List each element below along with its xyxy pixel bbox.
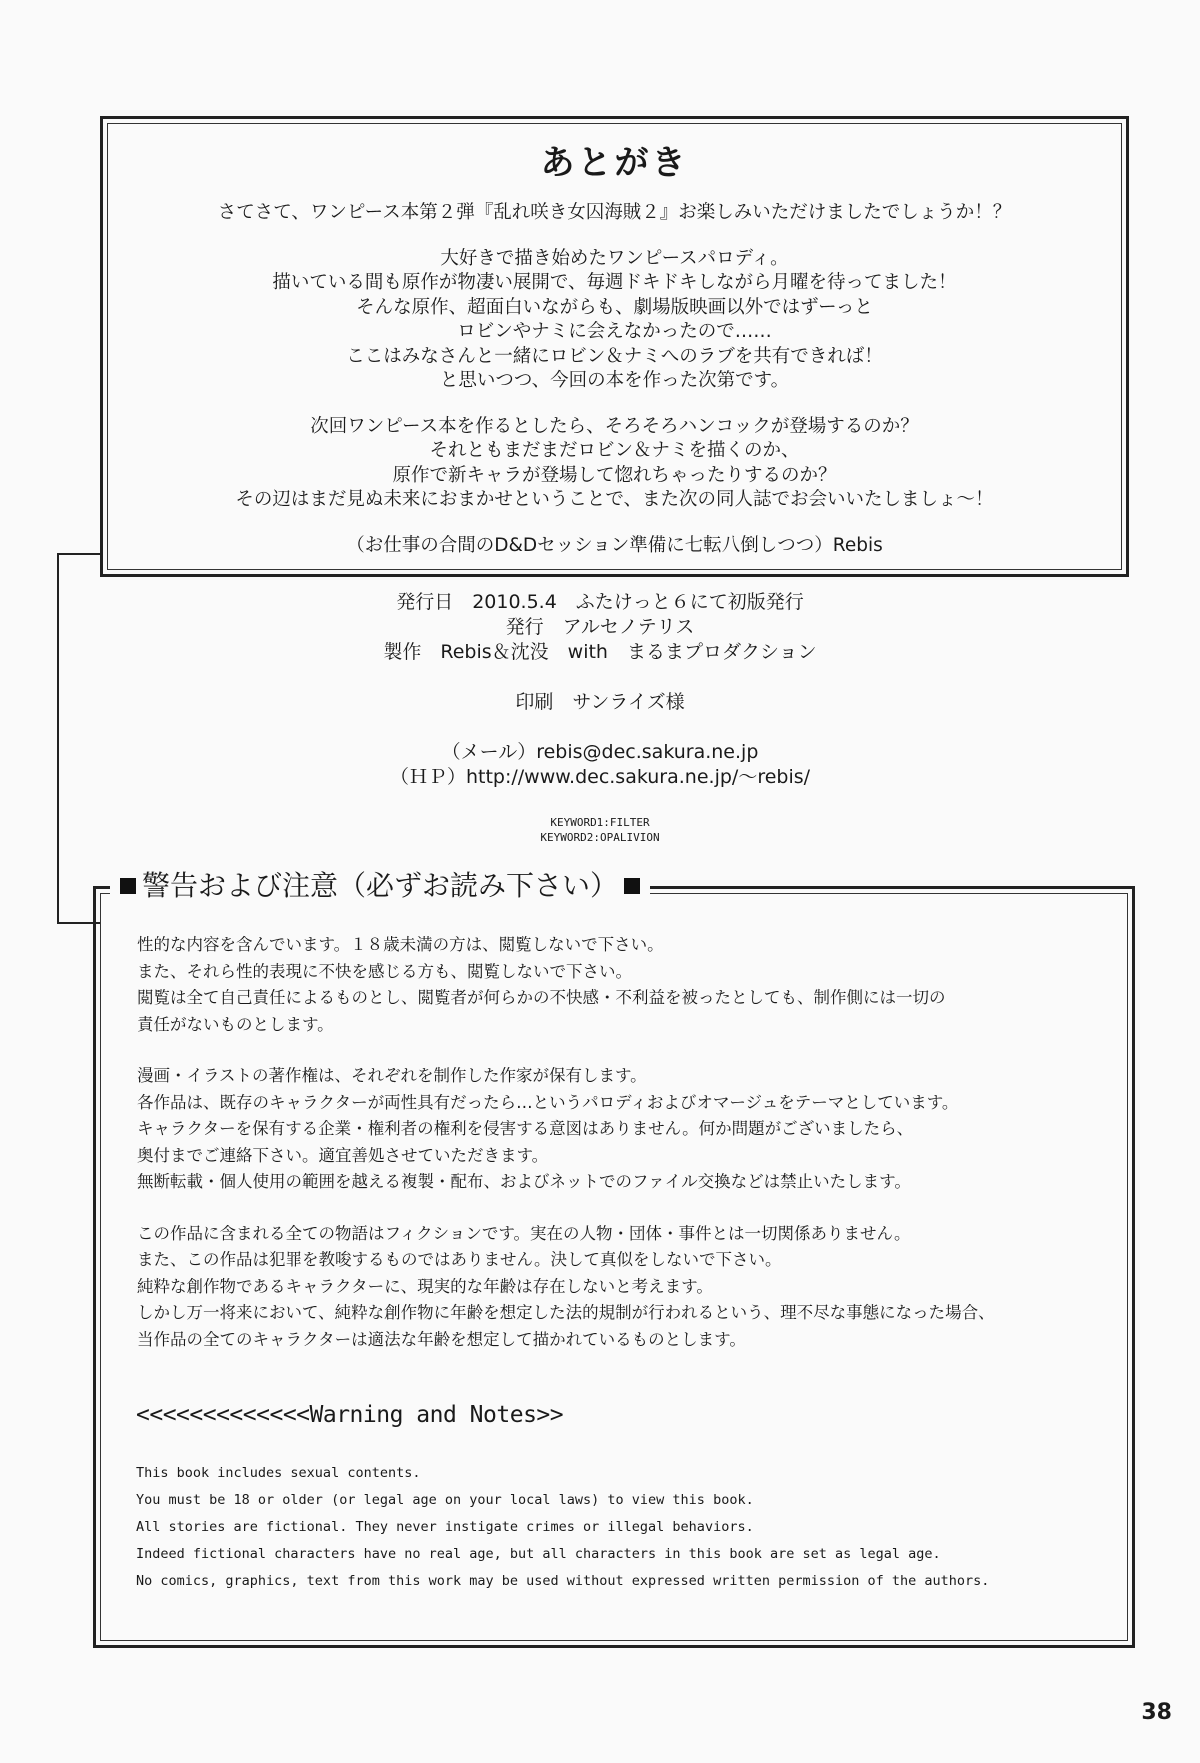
afterword-paragraph bbox=[103, 247, 1126, 394]
afterword-paragraph bbox=[103, 201, 1126, 226]
english-warning-line: All stories are fictional. They never instigate crimes or illegal behaviors. bbox=[136, 1519, 754, 1535]
afterword-box bbox=[100, 116, 1129, 577]
printing-block bbox=[0, 690, 1200, 715]
warning-paragraph bbox=[137, 1221, 1097, 1354]
afterword-line: それともまだまだロビン＆ナミを描くのか、 bbox=[429, 440, 800, 461]
warning-paragraph bbox=[137, 932, 1097, 1038]
english-warning-line: Indeed fictional characters have no real age, but all characters in this book are set as legal age. bbox=[136, 1546, 941, 1562]
warning-line: 無断転載・個人使用の範囲を越える複製・配布、およびネットでのファイル交換などは禁止いたします。 bbox=[137, 1172, 911, 1191]
issue-date: 発行日 2010.5.4 ふたけっと６にて初版発行 bbox=[396, 591, 804, 613]
black-square-icon bbox=[120, 878, 136, 894]
afterword-line: 原作で新キャラが登場して惚れちゃったりするのか？ bbox=[392, 464, 837, 486]
warning-line: キャラクターを保有する企業・権利者の権利を侵害する意図はありません。何か問題がございましたら、 bbox=[137, 1119, 914, 1138]
keyword-1: KEYWORD1:FILTER bbox=[550, 816, 650, 829]
english-warning-line: This book includes sexual contents. bbox=[136, 1465, 421, 1481]
afterword-line: 次回ワンピース本を作るとしたら、そろそろハンコックが登場するのか？ bbox=[310, 415, 919, 437]
keyword-block bbox=[0, 815, 1200, 845]
english-warning-body bbox=[136, 1460, 989, 1595]
warning-header bbox=[110, 866, 650, 906]
publisher: 発行 アルセノテリス bbox=[505, 616, 695, 638]
keyword-2: KEYWORD2:OPALIVION bbox=[540, 831, 660, 844]
colophon bbox=[0, 590, 1200, 665]
warning-line: しかし万一将来において、純粋な創作物に年齢を想定した法的規制が行われるという、理不尽な事態になった場合、 bbox=[137, 1303, 995, 1322]
printing: 印刷 サンライズ様 bbox=[515, 691, 685, 713]
warning-line: 当作品の全てのキャラクターは適法な年齢を想定して描かれているものとします。 bbox=[137, 1329, 746, 1349]
afterword-line: ここはみなさんと一緒にロビン＆ナミへのラブを共有できれば！ bbox=[346, 345, 883, 367]
afterword-line: （お仕事の合間のD&Dセッション準備に七転八倒しつつ）Rebis bbox=[346, 534, 883, 556]
afterword-paragraph bbox=[103, 415, 1126, 513]
page-number: 38 bbox=[1141, 1700, 1172, 1725]
english-warning-heading: <<<<<<<<<<<<<Warning and Notes>> bbox=[136, 1402, 564, 1428]
warning-line: 漫画・イラストの著作権は、それぞれを制作した作家が保有します。 bbox=[137, 1066, 647, 1085]
warning-line: 閲覧は全て自己責任によるものとし、閲覧者が何らかの不快感・不利益を被ったとしても、制作側には一切の bbox=[137, 988, 946, 1007]
warning-line: 性的な内容を含んでいます。１８歳未満の方は、閲覧しないで下さい。 bbox=[137, 935, 664, 954]
warning-line: 各作品は、既存のキャラクターが両性具有だったら…というパロディおよびオマージュをテーマとしています。 bbox=[137, 1092, 959, 1112]
afterword-body bbox=[103, 201, 1126, 579]
production: 製作 Rebis＆沈没 with まるまプロダクション bbox=[383, 641, 817, 663]
afterword-line: 大好きで描き始めたワンピースパロディ。 bbox=[440, 247, 789, 269]
afterword-line: さてさて、ワンピース本第２弾『乱れ咲き女囚海賊２』お楽しみいただけましたでしょうか！？ bbox=[217, 202, 1012, 223]
warning-line: 純粋な創作物であるキャラクターに、現実的な年齢は存在しないと考えます。 bbox=[137, 1276, 713, 1296]
english-warning-line: You must be 18 or older (or legal age on your local laws) to view this book. bbox=[136, 1492, 754, 1508]
warning-line: また、この作品は犯罪を教唆するものではありません。決して真似をしないで下さい。 bbox=[137, 1250, 782, 1269]
warning-line: この作品に含まれる全ての物語はフィクションです。実在の人物・団体・事件とは一切関係ありません。 bbox=[137, 1223, 911, 1243]
warning-body bbox=[137, 932, 1097, 1378]
afterword-signature bbox=[103, 534, 1126, 559]
warning-line: また、それら性的表現に不快を感じる方も、閲覧しないで下さい。 bbox=[137, 961, 632, 981]
afterword-line: ロビンやナミに会えなかったので…… bbox=[457, 321, 772, 342]
warning-line: 奥付までご連絡下さい。適宜善処させていただきます。 bbox=[137, 1145, 549, 1165]
contact-block bbox=[0, 740, 1200, 790]
afterword-title: あとがき bbox=[540, 143, 689, 183]
warning-line: 責任がないものとします。 bbox=[137, 1014, 334, 1034]
black-square-icon bbox=[624, 878, 640, 894]
afterword-line: 描いている間も原作が物凄い展開で、毎週ドキドキしながら月曜を待ってました！ bbox=[272, 272, 957, 293]
afterword-line: そんな原作、超面白いながらも、劇場版映画以外ではずーっと bbox=[356, 296, 873, 318]
warning-paragraph bbox=[137, 1063, 1097, 1196]
warning-title: 警告および注意（必ずお読み下さい） bbox=[142, 869, 619, 902]
afterword-line: と思いつつ、今回の本を作った次第です。 bbox=[439, 370, 790, 391]
mail-address: （メール）rebis@dec.sakura.ne.jp bbox=[441, 741, 759, 763]
afterword-line: その辺はまだ見ぬ未来におまかせということで、また次の同人誌でお会いいたしましょ～！ bbox=[235, 489, 994, 510]
homepage-url: （ＨＰ）http://www.dec.sakura.ne.jp/～rebis/ bbox=[389, 766, 811, 788]
english-warning-line: No comics, graphics, text from this work may be used without expressed written permission of the authors. bbox=[136, 1573, 990, 1589]
